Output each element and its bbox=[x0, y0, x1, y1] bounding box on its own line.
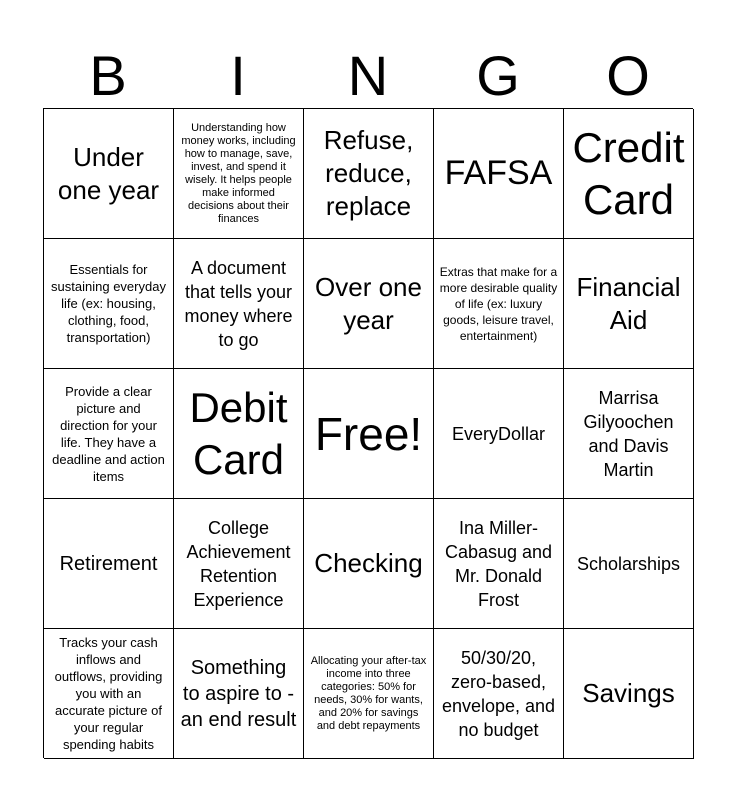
cell-text: Over one year bbox=[315, 271, 422, 335]
bingo-cell[interactable] bbox=[434, 629, 564, 759]
cell-text: Ina Miller-Cabasug and Mr. Donald Frost bbox=[444, 517, 553, 610]
bingo-cell[interactable] bbox=[434, 369, 564, 499]
cell-text: Free! bbox=[314, 407, 423, 460]
cell-text: Debit Card bbox=[189, 383, 288, 483]
cell-text: Allocating your after-tax income into three categories: 50% for needs, 30% for wants, and 20% for savings and debt repayments bbox=[310, 654, 427, 732]
bingo-cell[interactable] bbox=[434, 239, 564, 369]
cell-text: Something to aspire to - an end result bbox=[180, 656, 297, 731]
cell-text: Under one year bbox=[57, 141, 160, 205]
bingo-cell[interactable] bbox=[564, 499, 694, 629]
bingo-cell[interactable] bbox=[564, 109, 694, 239]
bingo-cell[interactable] bbox=[174, 369, 304, 499]
header-letter-i: I bbox=[230, 44, 246, 107]
bingo-cell[interactable] bbox=[304, 499, 434, 629]
bingo-cell[interactable] bbox=[304, 239, 434, 369]
cell-text: Marrisa Gilyoochen and Davis Martin bbox=[583, 387, 674, 480]
cell-text: Savings bbox=[582, 678, 675, 708]
bingo-cell[interactable] bbox=[174, 629, 304, 759]
cell-text: Extras that make for a more desirable quality of life (ex: luxury goods, leisure travel, entertainment) bbox=[439, 264, 558, 343]
cell-text: A document that tells your money where to go bbox=[184, 257, 293, 350]
bingo-header bbox=[43, 44, 693, 108]
bingo-cell[interactable] bbox=[174, 499, 304, 629]
bingo-cell[interactable] bbox=[174, 109, 304, 239]
cell-text: Scholarships bbox=[576, 553, 681, 574]
cell-text: Essentials for sustaining everyday life (ex: housing, clothing, food, transportation) bbox=[51, 262, 166, 345]
bingo-cell[interactable] bbox=[564, 629, 694, 759]
bingo-cell[interactable] bbox=[564, 369, 694, 499]
bingo-cell[interactable] bbox=[434, 109, 564, 239]
bingo-cell[interactable] bbox=[44, 499, 174, 629]
bingo-cell[interactable] bbox=[174, 239, 304, 369]
cell-text: College Achievement Retention Experience bbox=[186, 517, 291, 610]
header-letter-o: O bbox=[606, 44, 650, 107]
bingo-cell[interactable] bbox=[304, 109, 434, 239]
cell-text: Tracks your cash inflows and outflows, providing you with an accurate picture of your regular spending habits bbox=[54, 635, 163, 752]
cell-text: Credit Card bbox=[572, 123, 685, 223]
bingo-cell[interactable] bbox=[564, 239, 694, 369]
cell-text: 50/30/20, zero-based, envelope, and no budget bbox=[441, 647, 556, 740]
bingo-cell[interactable] bbox=[434, 499, 564, 629]
bingo-board bbox=[43, 108, 693, 758]
bingo-cell[interactable] bbox=[44, 629, 174, 759]
cell-text: Checking bbox=[314, 548, 423, 578]
cell-text: FAFSA bbox=[444, 154, 553, 192]
bingo-cell[interactable] bbox=[44, 239, 174, 369]
cell-text: Understanding how money works, including how to manage, save, invest, and spend it wisely. It helps people make informed decisions about their finances bbox=[181, 121, 296, 225]
cell-text: Retirement bbox=[59, 552, 158, 575]
header-letter-n: N bbox=[347, 44, 389, 107]
header-letter-b: B bbox=[89, 44, 127, 107]
bingo-cell[interactable] bbox=[304, 629, 434, 759]
cell-text: Financial Aid bbox=[576, 271, 681, 335]
cell-text: EveryDollar bbox=[451, 423, 546, 444]
header-letter-g: G bbox=[476, 44, 520, 107]
cell-text: Refuse, reduce, replace bbox=[323, 125, 414, 221]
cell-text: Provide a clear picture and direction for your life. They have a deadline and action items bbox=[52, 383, 165, 484]
bingo-cell[interactable] bbox=[44, 109, 174, 239]
bingo-cell[interactable] bbox=[44, 369, 174, 499]
free-space[interactable] bbox=[304, 369, 434, 499]
